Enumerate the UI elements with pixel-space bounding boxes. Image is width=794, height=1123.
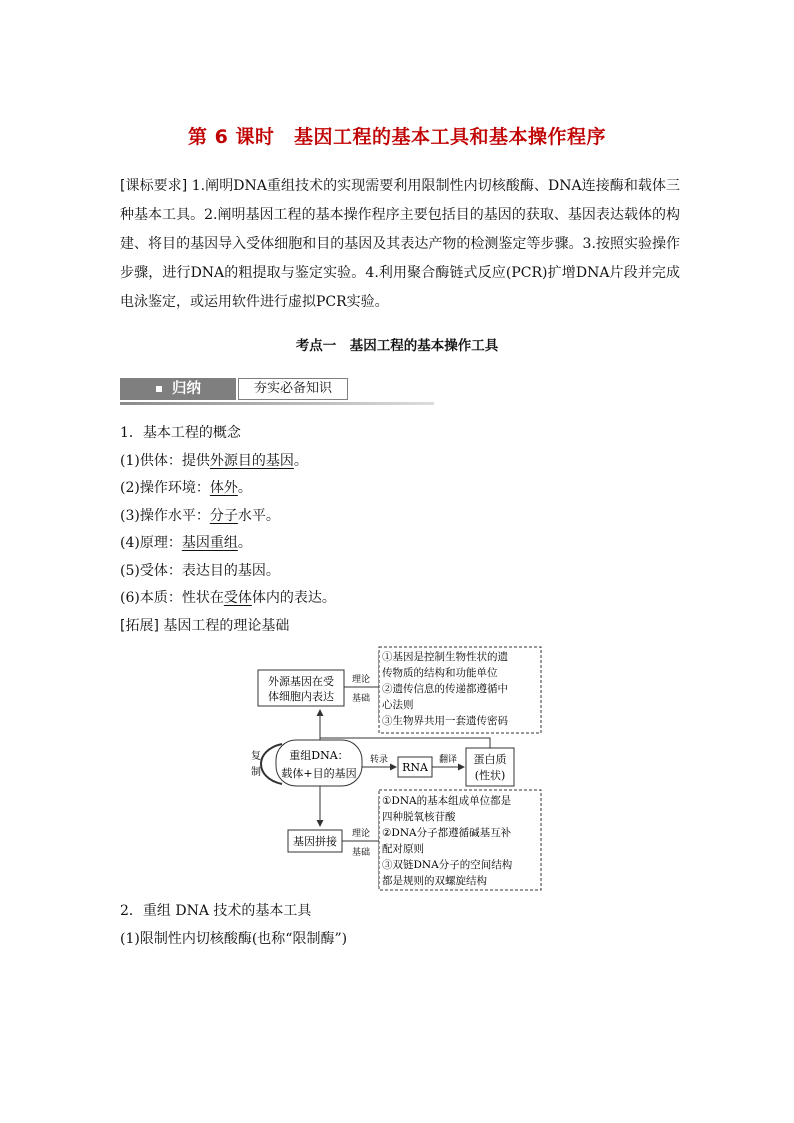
translate-label: 翻译 [438,755,458,765]
splicing-text: 基因拼接 [293,835,337,848]
note-line: 四种脱氧核苷酸 [382,811,456,823]
note-line: ②DNA分子都遵循碱基互补 [382,827,512,839]
note-line: ③双链DNA分子的空间结构 [382,859,513,871]
requirements-tag: [课标要求] [120,178,188,194]
concept-item: (3)操作水平：分子水平。 [120,507,280,524]
section-2-heading: 2．重组 DNA 技术的基本工具 [120,903,312,919]
answer-blank: 基因重组 [181,535,238,551]
expression-text: 外源基因在受 [268,675,334,688]
square-bullet-icon [156,386,162,392]
note-line: ②遗传信息的传递都遵循中 [382,683,508,695]
extension-line: [拓展] 基因工程的理论基础 [120,617,290,634]
concept-heading: 1．基本工程的概念 [120,425,241,441]
transcribe-label: 转录 [369,755,389,765]
answer-blank: 体外 [209,480,238,496]
recombinant-text: 重组DNA： [289,749,349,762]
banner-rule [120,402,434,405]
concept-item: (1)供体：提供外源目的基因。 [120,452,308,469]
protein-text: (性状) [474,769,506,782]
answer-blank: 受体 [223,590,252,606]
answer-blank: 外源目的基因 [209,452,294,469]
note-line: 心法则 [382,699,414,711]
section-2-sub: (1)限制性内切核酸酶(也称“限制酶”) [120,930,348,947]
concept-item: (4)原理：基因重组。 [120,535,252,551]
concept-list [120,420,680,640]
rna-text: RNA [402,761,428,774]
note-line: 配对原则 [382,843,424,855]
note-line: ①DNA的基本组成单位都是 [382,795,512,807]
concept-item: (2)操作环境：体外。 [120,480,252,496]
section-heading: 考点一 基因工程的基本操作工具 [295,338,499,354]
summary-banner [120,378,434,406]
answer-blank: 分子 [209,507,238,524]
theory-diagram [248,644,544,894]
recombinant-text: 载体+目的基因 [281,767,357,780]
note-line: ①基因是控制生物性状的遗 [382,651,508,663]
concept-item: (5)受体：表达目的基因。 [120,562,280,579]
banner-box: 夯实必备知识 [238,378,348,400]
copy-label: 复 [251,751,261,762]
theory-label: 理论 [351,829,371,839]
copy-label: 制 [251,767,261,778]
note-line: ③生物界共用一套遗传密码 [382,715,508,727]
extension-tag: [拓展] [120,617,159,634]
protein-text: 蛋白质 [473,753,507,766]
page-title: 第 6 课时 基因工程的基本工具和基本操作程序 [188,126,606,148]
section-2 [120,898,680,953]
requirements-text: 1.阐明DNA重组技术的实现需要利用限制性内切核酸酶、DNA连接酶和载体三种基本工具。2.阐明基因工程的基本操作程序主要包括目的基因的获取、基因表达载体的构建、将目的基因导入受体细胞和目的基因及其表达产物的检测鉴定等步骤。3.按照实验操作步骤，进行DNA的粗提取与鉴定实验。4.利用聚合酶链式反应(PCR)扩增DNA片段并完成电泳鉴定，或运用软件进行虚拟PCR实验。 [120,178,680,310]
expression-text: 体细胞内表达 [268,690,334,703]
theory-label: 基础 [351,848,371,858]
banner-label: 归纳 [172,381,201,397]
theory-label: 基础 [351,694,371,704]
banner-bar [120,378,236,400]
concept-item: (6)本质：性状在受体体内的表达。 [120,590,336,606]
theory-label: 理论 [351,675,371,685]
note-line: 都是规则的双螺旋结构 [382,875,487,887]
note-line: 传物质的结构和功能单位 [382,667,498,679]
curriculum-requirements [120,172,680,317]
